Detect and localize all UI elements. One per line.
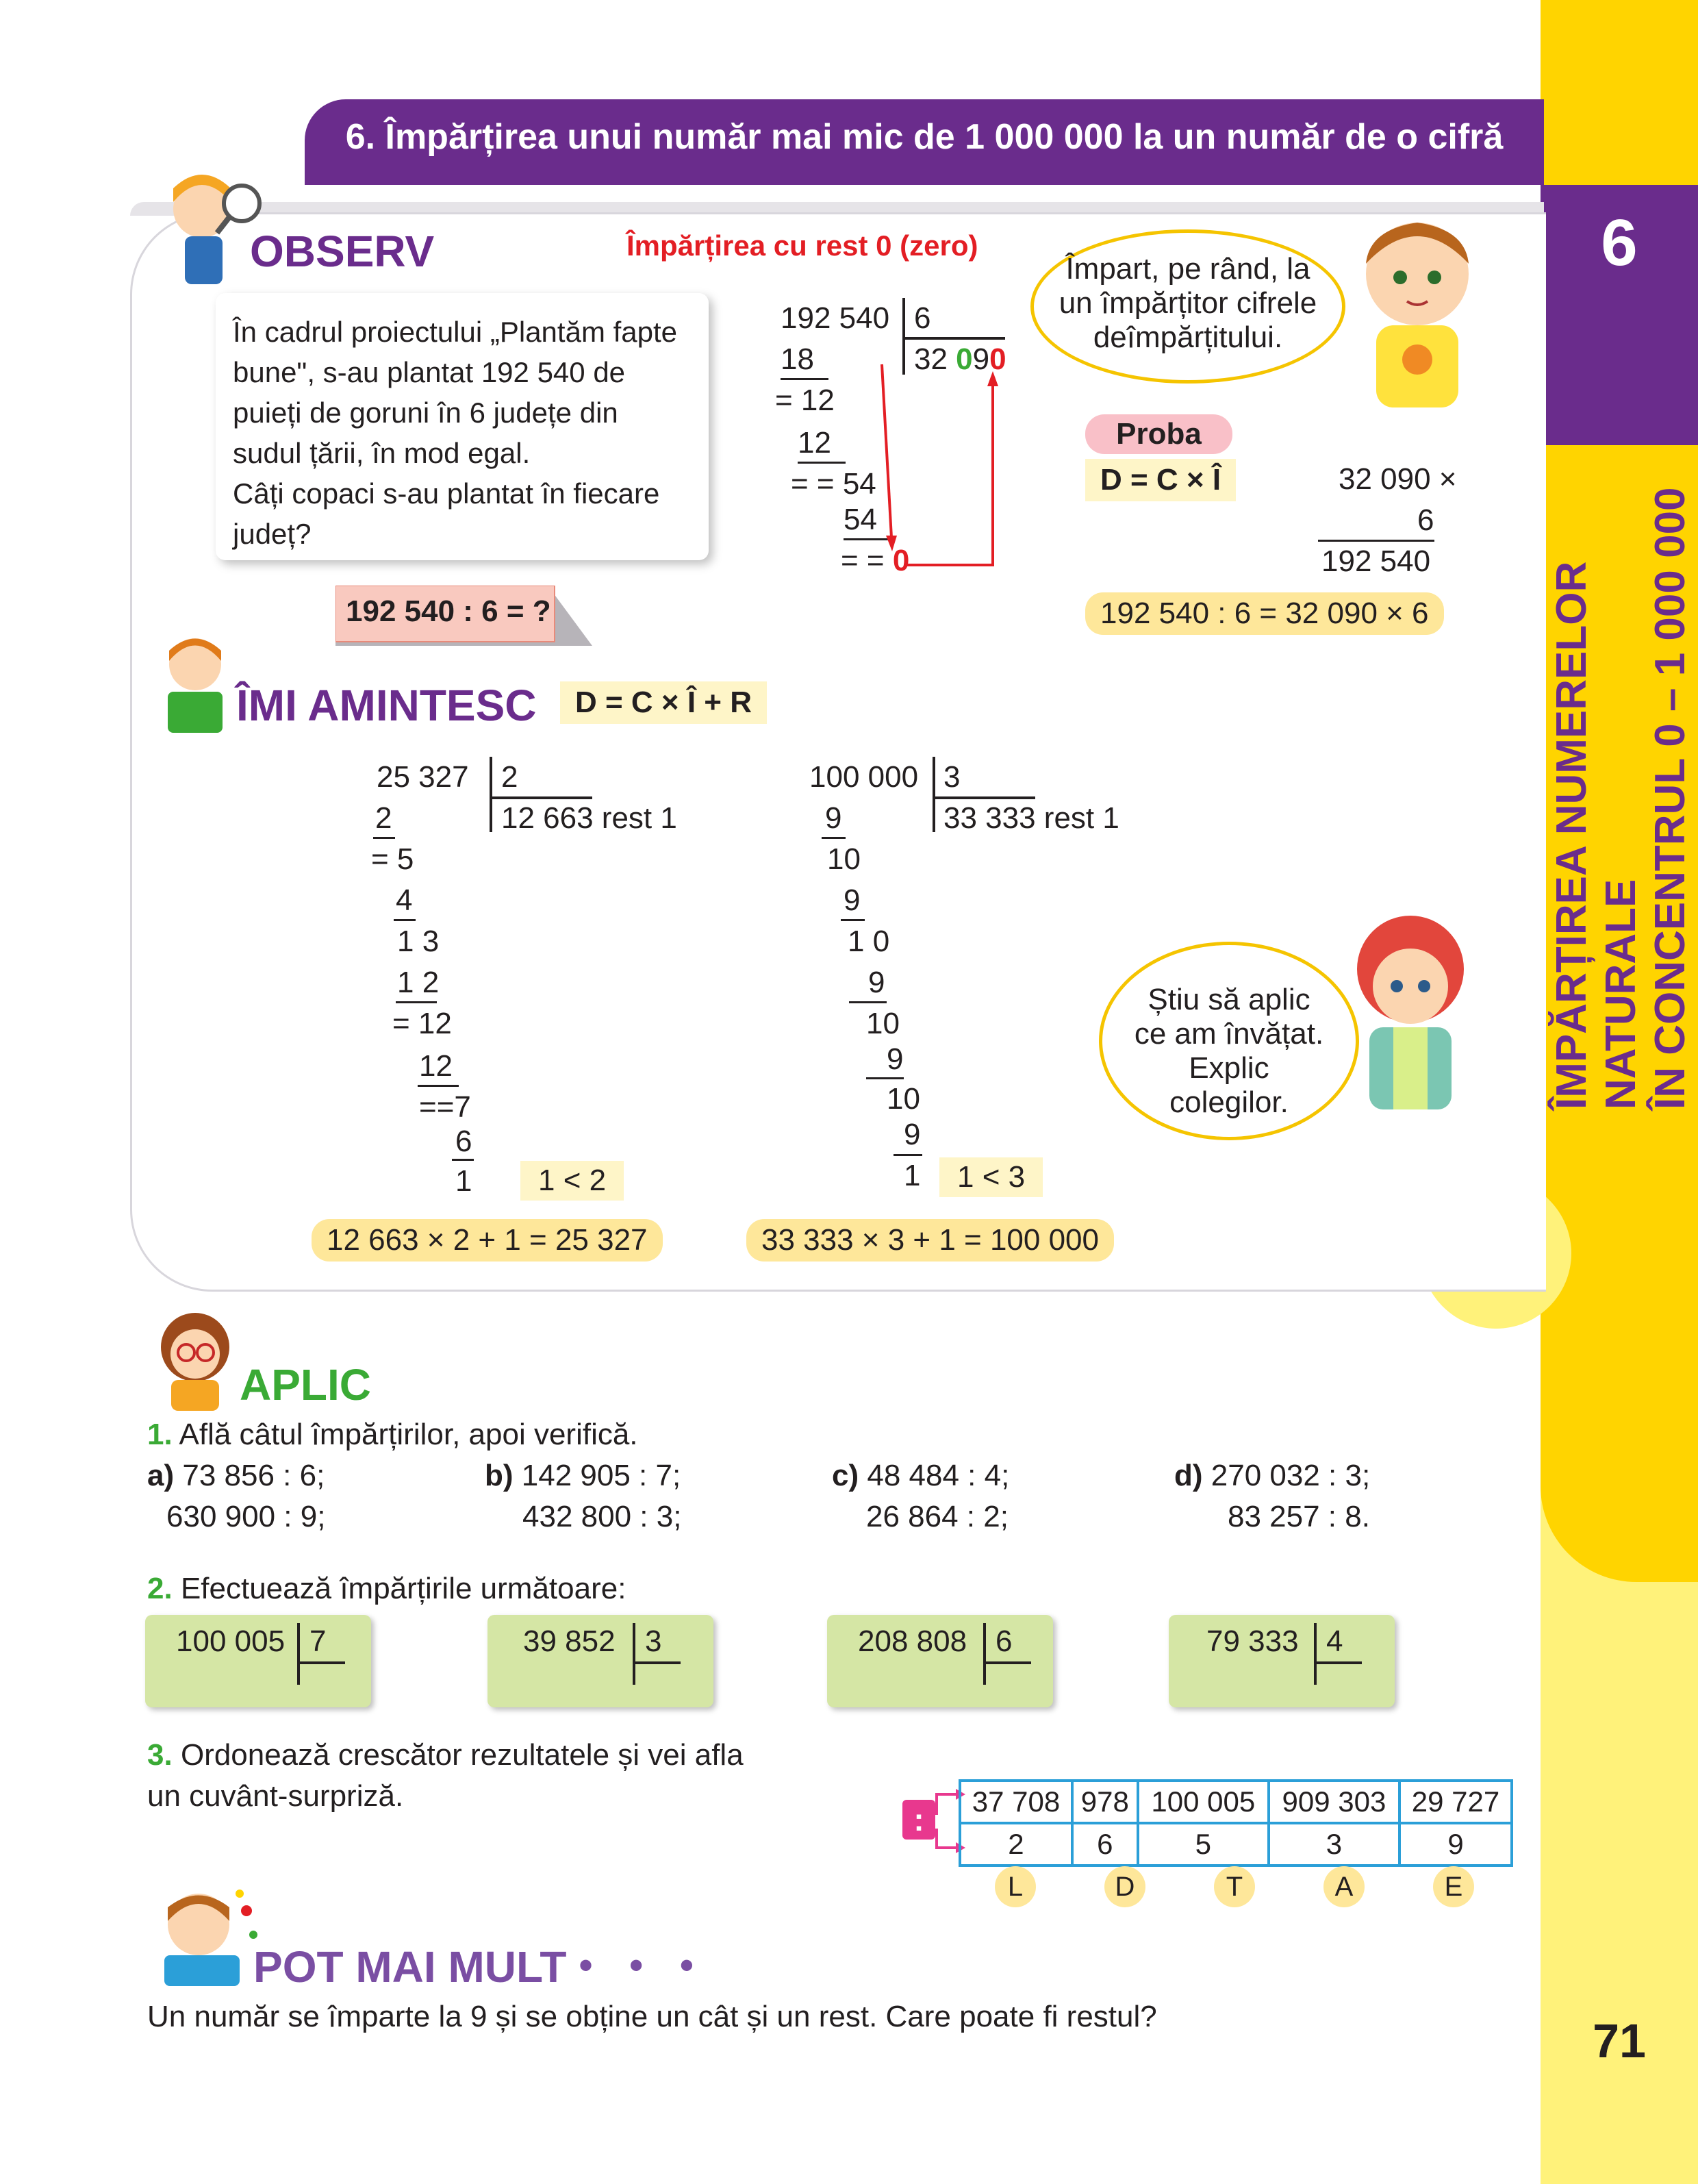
observ-subtitle: Împărțirea cu rest 0 (zero): [626, 229, 978, 262]
boy-reading-icon: [144, 1883, 267, 1993]
item-expr: 270 032 : 3;: [1211, 1459, 1371, 1492]
div1-step: 4: [396, 883, 413, 917]
table-row: [960, 1823, 1512, 1866]
div1-check: 12 663 × 2 + 1 = 25 327: [312, 1219, 663, 1262]
div2-step: 10: [887, 1082, 920, 1116]
table-row: [960, 1781, 1512, 1823]
amintesc-heading: ÎMI AMINTESC: [236, 681, 537, 730]
box-dividend: 208 808: [858, 1624, 967, 1658]
chapter-title: [1547, 425, 1694, 1109]
table-cell: 2: [960, 1823, 1072, 1866]
division-step: = 12: [775, 384, 835, 417]
div2-compare: 1 < 3: [939, 1157, 1043, 1197]
ex1-number: 1.: [147, 1418, 173, 1451]
box-dividend: 79 333: [1206, 1624, 1299, 1658]
proba-result: 192 540 : 6 = 32 090 × 6: [1085, 592, 1444, 635]
table-cell: 29 727: [1399, 1781, 1512, 1823]
quotient-part: 9: [972, 342, 990, 376]
tip-bubble-text: Împart, pe rând, la un împărțitor cifrele deîmpărțitului.: [1059, 252, 1317, 354]
table-cell: 9: [1399, 1823, 1512, 1866]
letter-badge: D: [1104, 1866, 1145, 1907]
box-divisor: 3: [645, 1624, 662, 1658]
div1-step: 2: [375, 801, 392, 835]
ex3-instruction: [147, 1738, 744, 1772]
apply-bubble: [1099, 942, 1359, 1140]
div2-divisor: 3: [943, 760, 961, 794]
step-text: = =: [841, 544, 893, 577]
problem-text: [233, 312, 692, 554]
observ-equation: 192 540 : 6 = ?: [346, 594, 551, 628]
table-cell: 6: [1072, 1823, 1138, 1866]
division-step: 54: [844, 503, 877, 536]
division-step: = = 54: [791, 467, 876, 501]
div1-divisor: 2: [501, 760, 518, 794]
div2-step: 10: [866, 1007, 900, 1040]
div2-quotient: 33 333 rest 1: [943, 801, 1119, 835]
ex1-item-d2: 83 257 : 8.: [1228, 1500, 1370, 1533]
ex1-item-b2: 432 800 : 3;: [522, 1500, 682, 1533]
ex3-instruction-line2: un cuvânt-surpriză.: [147, 1779, 404, 1813]
div2-step: 9: [904, 1118, 921, 1151]
quotient-part: 0: [989, 342, 1006, 376]
div1-step: 1: [455, 1164, 472, 1198]
redhead-boy-icon: [1339, 914, 1482, 1120]
ex1-item-c: [832, 1459, 1009, 1493]
proba-formula: D = C × Î: [1085, 459, 1236, 501]
item-label: c): [832, 1459, 859, 1492]
box-dividend: 39 852: [523, 1624, 616, 1658]
div1-step: ==7: [419, 1090, 471, 1124]
quotient-part: 0: [956, 342, 973, 376]
item-label: a): [147, 1459, 175, 1492]
pot-mai-mult-heading: POT MAI MULT: [253, 1942, 567, 1992]
box-divisor: 6: [996, 1624, 1013, 1658]
ex2-number: 2.: [147, 1572, 173, 1605]
division-dividend: 192 540: [781, 301, 890, 335]
table-cell: 978: [1072, 1781, 1138, 1823]
ex3-number: 3.: [147, 1738, 173, 1772]
box-divisor: 4: [1326, 1624, 1343, 1658]
proba-label: Proba: [1085, 414, 1232, 454]
division-divisor: 6: [914, 301, 931, 335]
table-cell: 909 303: [1269, 1781, 1399, 1823]
item-expr: 142 905 : 7;: [521, 1459, 681, 1492]
division-box[interactable]: [1169, 1615, 1395, 1707]
table-cell: 5: [1138, 1823, 1269, 1866]
proba-factor: 32 090 ×: [1339, 462, 1457, 496]
div2-step: 10: [827, 842, 861, 876]
division-arrows: [876, 356, 1013, 575]
ex1-instruction: [147, 1418, 638, 1452]
ex1-item-a2: 630 900 : 9;: [166, 1500, 326, 1533]
div1-step: 1 3: [397, 925, 440, 958]
div1-step: 6: [455, 1125, 472, 1158]
table-cell: 100 005: [1138, 1781, 1269, 1823]
ex1-item-b: [485, 1459, 681, 1493]
ex1-item-d: [1174, 1459, 1370, 1493]
problem-line: În cadrul proiectului „Plantăm fapte: [233, 316, 678, 348]
division-step: 12: [798, 426, 831, 460]
letter-badge: A: [1323, 1866, 1365, 1907]
item-label: b): [485, 1459, 514, 1492]
tip-bubble: [1030, 229, 1345, 384]
problem-line: bune", s-au plantat 192 540 de: [233, 356, 626, 388]
boy-character-icon: [1335, 209, 1499, 421]
division-step: 18: [781, 342, 814, 376]
table-cell: 37 708: [960, 1781, 1072, 1823]
girl-glasses-icon: [144, 1305, 246, 1414]
division-box[interactable]: [827, 1615, 1053, 1707]
zero-remainder: 0: [892, 544, 910, 577]
pot-mai-mult-text: Un număr se împarte la 9 și se obține un cât și un rest. Care poate fi restul?: [147, 2000, 1157, 2033]
page-number: 71: [1593, 2014, 1646, 2068]
div2-step: 1 0: [848, 925, 890, 958]
div2-step: 9: [868, 966, 885, 999]
item-expr: 73 856 : 6;: [182, 1459, 325, 1492]
div2-step: 9: [887, 1042, 904, 1076]
pot-mai-mult-dots: • • •: [579, 1942, 707, 1988]
proba-product: 192 540: [1321, 544, 1431, 578]
div2-check: 33 333 × 3 + 1 = 100 000: [746, 1219, 1114, 1262]
div2-step: 1: [904, 1159, 921, 1192]
div1-step: = 5: [371, 842, 414, 876]
div1-step: 12: [419, 1049, 453, 1083]
problem-line: Câți copaci s-au plantat în fiecare: [233, 477, 660, 510]
division-box[interactable]: [487, 1615, 713, 1707]
ex2-text: Efectuează împărțirile următoare:: [180, 1572, 626, 1605]
ex2-instruction: [147, 1572, 626, 1606]
division-symbol: :: [902, 1800, 935, 1840]
div2-step: 9: [844, 883, 861, 917]
ex1-text: Află câtul împărțirilor, apoi verifică.: [179, 1418, 638, 1451]
letter-badge: T: [1214, 1866, 1255, 1907]
division-box[interactable]: [145, 1615, 371, 1707]
item-label: d): [1174, 1459, 1203, 1492]
chapter-title-line2: ÎN CONCENTRUL 0 – 1 000 000: [1647, 487, 1694, 1109]
apply-bubble-text: Știu să aplic ce am învățat. Explic colegilor.: [1134, 983, 1324, 1119]
lesson-title: 6. Împărțirea unui număr mai mic de 1 000 000 la un număr de o cifră: [345, 117, 1504, 157]
aplic-heading: APLIC: [240, 1360, 371, 1409]
table-cell: 3: [1269, 1823, 1399, 1866]
sort-table: [959, 1779, 1513, 1867]
problem-line: sudul țării, în mod egal.: [233, 437, 531, 469]
ex1-item-a: [147, 1459, 325, 1493]
div2-dividend: 100 000: [809, 760, 919, 794]
div2-step: 9: [825, 801, 842, 835]
item-expr: 48 484 : 4;: [867, 1459, 1010, 1492]
amintesc-formula: D = C × Î + R: [560, 681, 767, 724]
letter-badge: E: [1433, 1866, 1474, 1907]
box-divisor: 7: [309, 1624, 327, 1658]
problem-line: județ?: [233, 518, 312, 550]
div1-quotient: 12 663 rest 1: [501, 801, 677, 835]
quotient-part: 32: [914, 342, 956, 376]
chapter-title-line1: ÎMPĂRȚIREA NUMERELOR NATURALE: [1548, 561, 1645, 1109]
chapter-number: 6: [1601, 206, 1638, 279]
ex1-item-c2: 26 864 : 2;: [866, 1500, 1009, 1533]
reading-boy-icon: [154, 630, 236, 740]
div1-dividend: 25 327: [377, 760, 469, 794]
observ-heading: OBSERV: [250, 227, 435, 276]
ex3-text: Ordonează crescător rezultatele și vei afla: [180, 1738, 744, 1772]
proba-factor: 6: [1417, 503, 1434, 537]
problem-line: puieți de goruni în 6 județe din: [233, 397, 618, 429]
letter-badge: L: [995, 1866, 1036, 1907]
box-dividend: 100 005: [176, 1624, 286, 1658]
div1-compare: 1 < 2: [520, 1161, 624, 1201]
div1-step: = 12: [392, 1007, 452, 1040]
div1-step: 1 2: [397, 966, 440, 999]
girl-magnifier-icon: [161, 161, 264, 298]
